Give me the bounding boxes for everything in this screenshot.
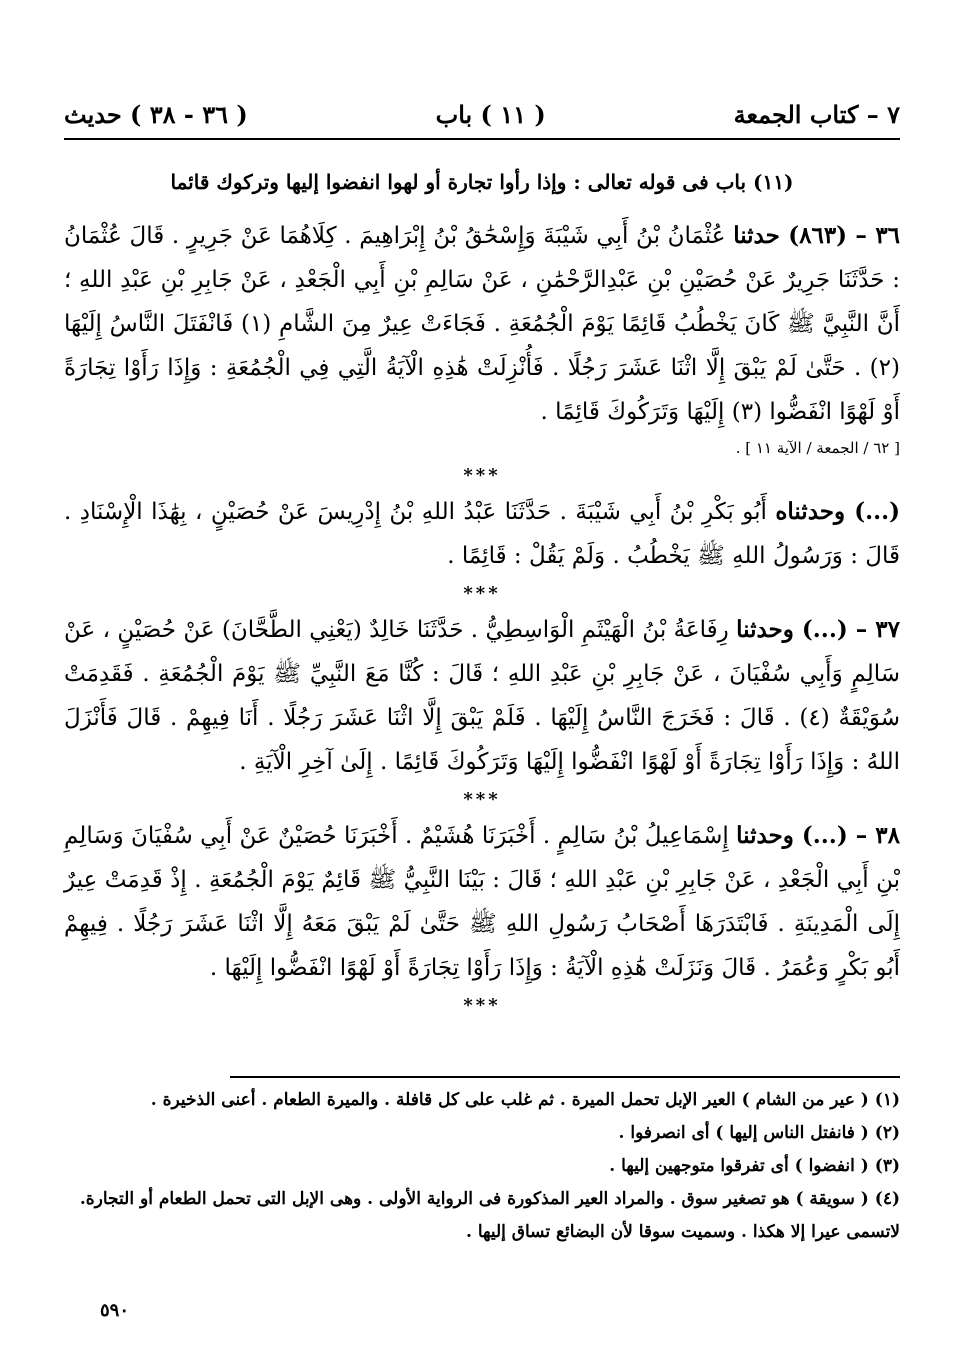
hadith-37 [64,608,900,784]
running-header [64,92,900,136]
hadith-text: إِسْمَاعِيلُ بْنُ سَالِمٍ . أَخْبَرَنَا هُشَيْمٌ . أَخْبَرَنَا حُصَيْنٌ عَنْ أَبِي سُفْيَانَ وَسَالِمِ بْنِ أَبِي الْجَعْدِ ، عَنْ جَابِرِ بْنِ عَبْدِ اللهِ ؛ قَالَ : بَيْنَا النَّبِيُّ ﷺ قَائِمٌ يَوْمَ الْجُمُعَةِ . إِذْ قَدِمَتْ عِيرٌ إِلَى الْمَدِينَةِ . فَابْتَدَرَهَا أَصْحَابُ رَسُولِ اللهِ ﷺ حَتَّىٰ لَمْ يَبْقَ مَعَهُ إِلَّا اثْنَا عَشَرَ رَجُلًا . فِيهِمْ أَبُو بَكْرٍ وَعُمَرُ . قَالَ وَنَزَلَتْ هَٰذِهِ الْآيَةُ : وَإِذَا رَأَوْا تِجَارَةً أَوْ لَهْوًا انْفَضُّوا إِلَيْهَا . [64,823,900,981]
footnote-1: (١) ( عير من الشام ) العير الإبل تحمل الميرة . ثم غلب على كل قافلة . والميرة الطعام . أعنى الذخيرة . [150,1090,900,1110]
hadith-36 [64,214,900,434]
hadith-number: ٣٨ – (...) وحدثنا [736,822,901,849]
footnote-2: (٢) ( فانفتل الناس إليها ) أى انصرفوا . [618,1123,900,1143]
footnote-3: (٣) ( انفضوا ) أى تفرقوا متوجهين إليها . [609,1156,900,1176]
hadith-number: ٣٦ – (٨٦٣) حدثنا [733,222,901,249]
separator-stars: *** [463,583,501,604]
footnote-4: (٤) ( سويقة ) هو تصغير سوق . والمراد العير المذكورة فى الرواية الأولى . وهى الإبل التى تحمل الطعام أو التجارة. لاتسمى عيرا إلا هكذا . وسميت سوقا لأن البضائع تساق إليها . [79,1189,900,1242]
footnote-rule [230,1076,900,1078]
separator-stars: *** [463,465,501,486]
chapter-title: (١١) باب فى قوله تعالى : وإذا رأوا تجارة أو لهوا انفضوا إليها وتركوك قائما [170,170,794,194]
hadith-number: ٣٧ – (...) وحدثنا [736,616,901,643]
page-number: ٥٩٠ [100,1300,130,1321]
hadith-36-variant [64,490,900,578]
quran-reference: [ ٦٢ / الجمعة / الآية ١١ ] . [735,439,900,457]
hadith-body [64,214,900,1020]
header-hadith-range: ( ٣٦ - ٣٨ ) حديث [64,99,248,129]
footnotes [64,1084,900,1249]
header-book-title: ٧ – كتاب الجمعة [733,99,900,129]
hadith-38 [64,814,900,990]
separator-stars: *** [463,995,501,1016]
header-chapter: ( ١١ ) باب [435,99,546,129]
hadith-text: أَبُو بَكْرِ بْنُ أَبِي شَيْبَةَ . حَدَّثَنَا عَبْدُ اللهِ بْنُ إِدْرِيسَ عَنْ حُصَيْنٍ ، بِهَٰذَا الْإِسْنَادِ . قَالَ : وَرَسُولُ اللهِ ﷺ يَخْطُبُ . وَلَمْ يَقُلْ : قَائِمًا . [64,499,900,569]
separator-stars: *** [463,789,501,810]
hadith-text: عُثْمَانُ بْنُ أَبِي شَيْبَةَ وَإِسْحَٰقُ بْنُ إِبْرَاهِيمَ . كِلَاهُمَا عَنْ جَرِيرٍ . قَالَ عُثْمَانُ : حَدَّثَنَا جَرِيرٌ عَنْ حُصَيْنِ بْنِ عَبْدِالرَّحْمَٰنِ ، عَنْ سَالِمِ بْنِ أَبِي الْجَعْدِ ، عَنْ جَابِرِ بْنِ عَبْدِ اللهِ ؛ أَنَّ النَّبِيَّ ﷺ كَانَ يَخْطُبُ قَائِمًا يَوْمَ الْجُمُعَةِ . فَجَاءَتْ عِيرٌ مِنَ الشَّامِ (١) فَانْفَتَلَ النَّاسُ إِلَيْهَا (٢) . حَتَّىٰ لَمْ يَبْقَ إِلَّا اثْنَا عَشَرَ رَجُلًا . فَأُنْزِلَتْ هَٰذِهِ الْآيَةُ الَّتِي فِي الْجُمُعَةِ : وَإِذَا رَأَوْا تِجَارَةً أَوْ لَهْوًا انْفَضُّوا (٣) إِلَيْهَا وَتَرَكُوكَ قَائِمًا . [64,223,900,425]
header-rule [64,138,900,140]
hadith-number: (...) وحدثناه [775,498,901,525]
hadith-text: رِفَاعَةُ بْنُ الْهَيْثَمِ الْوَاسِطِيُّ . حَدَّثَنَا خَالِدٌ (يَعْنِي الطَّحَّانَ) عَنْ حُصَيْنٍ ، عَنْ سَالِمٍ وَأَبِي سُفْيَانَ ، عَنْ جَابِرِ بْنِ عَبْدِ اللهِ ؛ قَالَ : كُنَّا مَعَ النَّبِيِّ ﷺ يَوْمَ الْجُمُعَةِ . فَقَدِمَتْ سُوَيْقَةٌ (٤) . قَالَ : فَخَرَجَ النَّاسُ إِلَيْهَا . فَلَمْ يَبْقَ إِلَّا اثْنَا عَشَرَ رَجُلًا . أَنَا فِيهِمْ . قَالَ فَأَنْزَلَ اللهُ : وَإِذَا رَأَوْا تِجَارَةً أَوْ لَهْوًا انْفَضُّوا إِلَيْهَا وَتَرَكُوكَ قَائِمًا . إِلَىٰ آخِرِ الْآيَةِ . [64,617,900,775]
